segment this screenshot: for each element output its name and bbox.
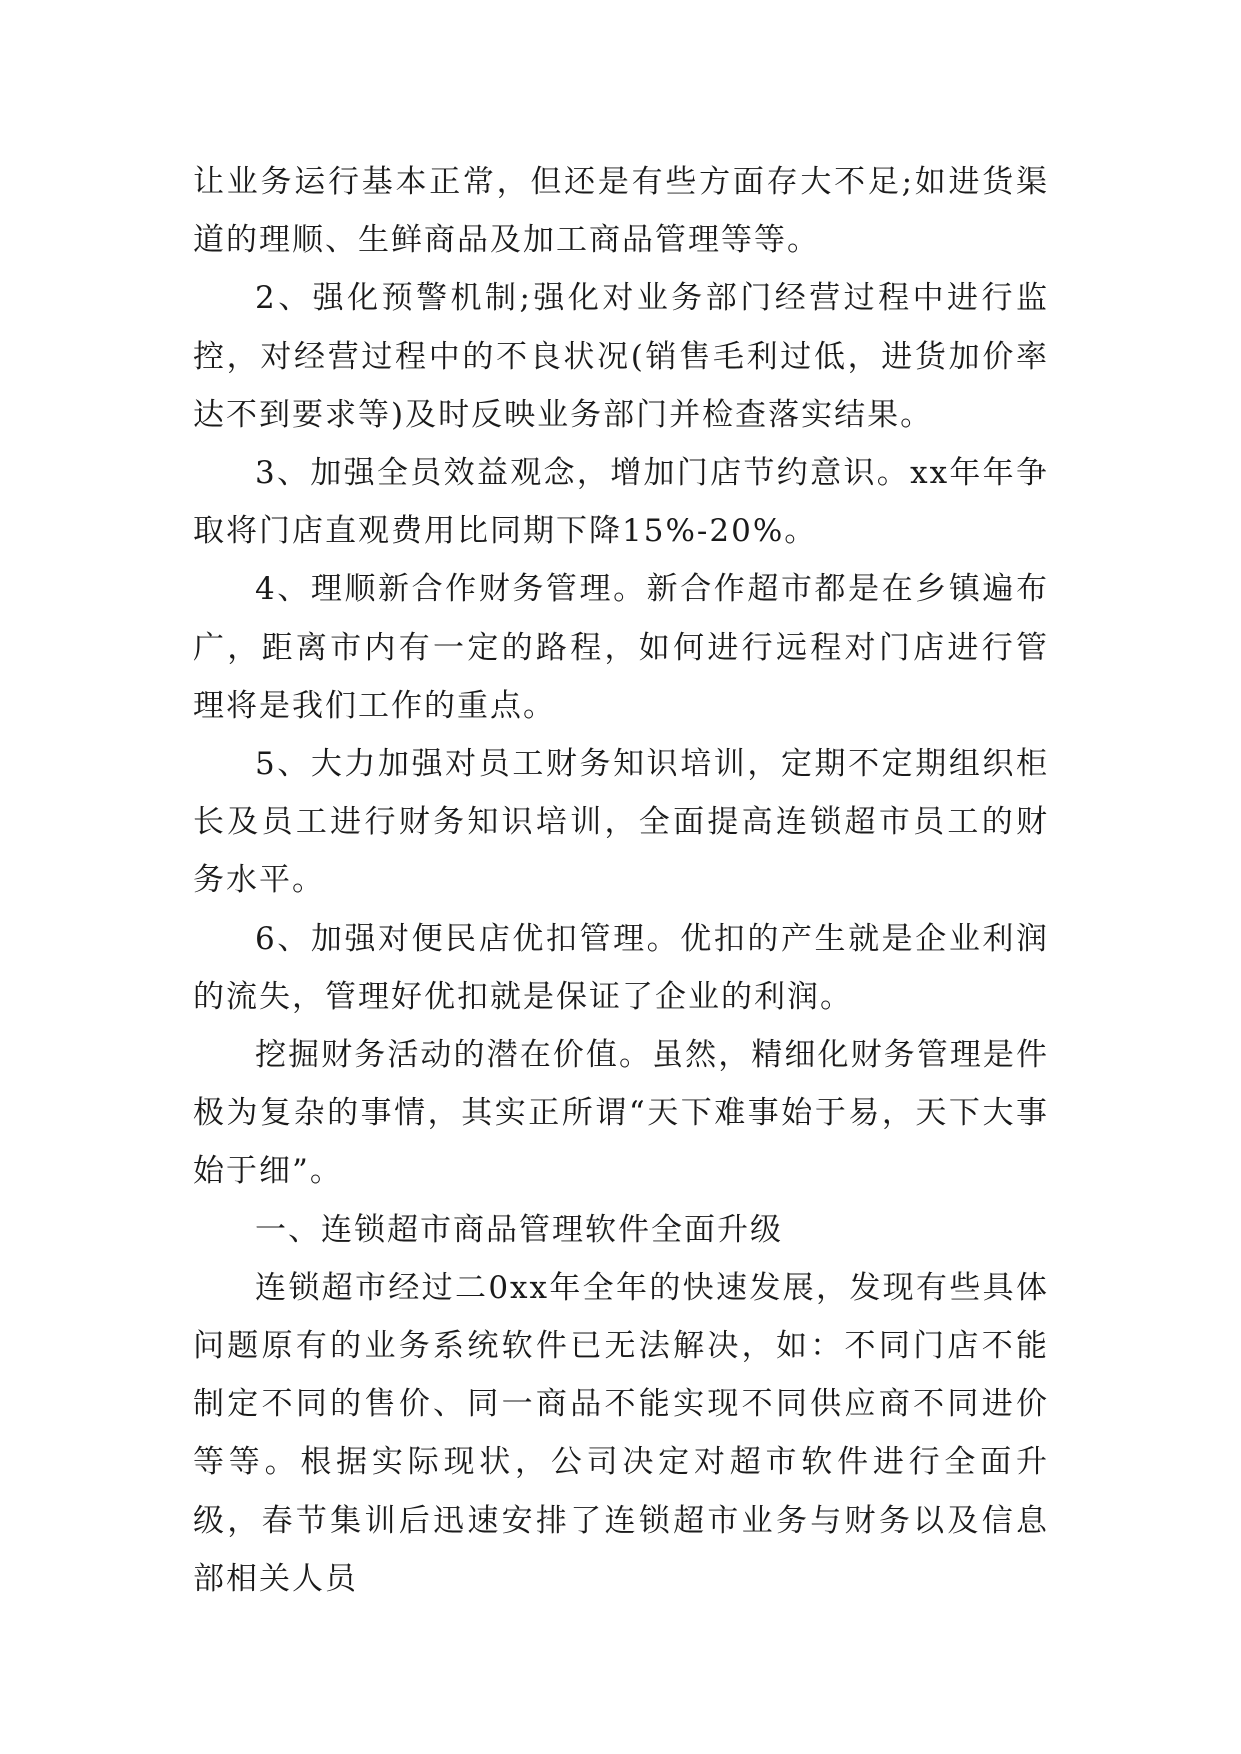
paragraph-value: 挖掘财务活动的潜在价值。虽然，精细化财务管理是件极为复杂的事情，其实正所谓“天下难事始于易，天下大事始于细”。 (193, 1037, 1049, 1190)
paragraph-software-upgrade: 连锁超市经过二0xx年全年的快速发展，发现有些具体问题原有的业务系统软件已无法解决，如：不同门店不能制定不同的售价、同一商品不能实现不同供应商不同进价等等。根据实际现状，公司决定对超市软件进行全面升级，春节集训后迅速安排了连锁超市业务与财务以及信息部相关人员 (193, 1269, 1049, 1597)
document-body (193, 153, 1049, 1608)
paragraph-item-4: 4、理顺新合作财务管理。新合作超市都是在乡镇遍布广，距离市内有一定的路程，如何进行远程对门店进行管理将是我们工作的重点。 (193, 571, 1049, 724)
paragraph-item-5: 5、大力加强对员工财务知识培训，定期不定期组织柜长及员工进行财务知识培训，全面提高连锁超市员工的财务水平。 (193, 746, 1049, 899)
paragraph-item-6: 6、加强对便民店优扣管理。优扣的产生就是企业利润的流失，管理好优扣就是保证了企业的利润。 (193, 920, 1049, 1015)
section-heading: 一、连锁超市商品管理软件全面升级 (255, 1211, 783, 1248)
paragraph-item-3: 3、加强全员效益观念，增加门店节约意识。xx年年争取将门店直观费用比同期下降15%-20%。 (193, 455, 1049, 550)
paragraph-continuation: 让业务运行基本正常，但还是有些方面存大不足;如进货渠道的理顺、生鲜商品及加工商品管理等等。 (193, 164, 1049, 259)
paragraph-item-2: 2、强化预警机制;强化对业务部门经营过程中进行监控，对经营过程中的不良状况(销售毛利过低，进货加价率达不到要求等)及时反映业务部门并检查落实结果。 (193, 280, 1049, 433)
